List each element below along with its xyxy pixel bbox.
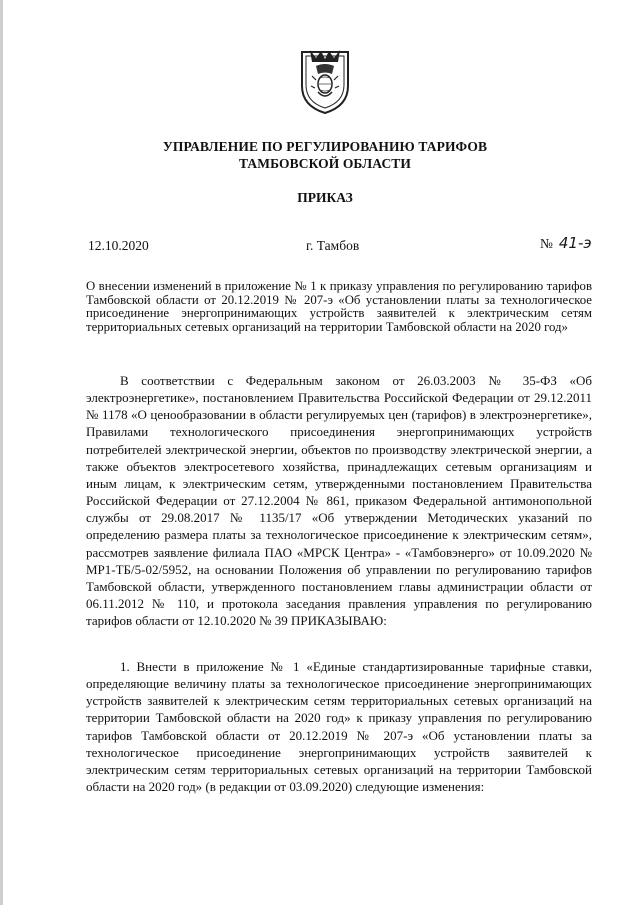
document-type: ПРИКАЗ — [297, 190, 353, 205]
organization-name — [60, 138, 590, 172]
number-sign: № — [540, 236, 553, 251]
paragraph-preamble — [86, 372, 592, 629]
document-number — [540, 234, 592, 252]
scan-edge-left — [0, 0, 3, 905]
paragraph-item-1-text: 1. Внести в приложение № 1 «Единые стандартизированные тарифные ставки, определяющие величину платы за технологическое присоединение энергопринимающих устройств заявителей к электрическим сетям территориальных сетевых организаций на территории Тамбовской области на 2020 год» к приказу управления по регулированию тарифов Тамбовской области от 20.12.2019 № 207-э «Об установлении платы за технологическое присоединение энергопринимающих устройств заявителей к электрическим сетям территориальных сетевых организаций на территории Тамбовской области на 2020 год» (в редакции от 03.09.2020) следующие изменения: — [86, 659, 592, 795]
paragraph-item-1 — [86, 658, 592, 795]
document-subject: О внесении изменений в приложение № 1 к приказу управления по регулированию тарифов Тамбовской области от 20.12.2019 № 207-э «Об установлении платы за технологическое присоединение энергопринимающих устройств заявителей к электрическим сетям территориальных сетевых организаций на территории Тамбовской области на 2020 год» — [86, 279, 592, 334]
document-date: 12.10.2020 — [88, 238, 149, 253]
organization-name-line2: ТАМБОВСКОЙ ОБЛАСТИ — [238, 156, 412, 171]
organization-name-line1: УПРАВЛЕНИЕ ПО РЕГУЛИРОВАНИЮ ТАРИФОВ — [162, 139, 488, 154]
coat-of-arms-icon — [296, 46, 354, 116]
document-city: г. Тамбов — [306, 238, 360, 253]
handwritten-number: 41-э — [558, 234, 592, 252]
paragraph-preamble-text: В соответствии с Федеральным законом от 26.03.2003 № 35-ФЗ «Об электроэнергетике», постановлением Правительства Российской Федерации от 29.12.2011 № 1178 «О ценообразовании в области регулируемых цен (тарифов) в электроэнергетике», Правилами технологического присоединения энергопринимающих устройств потребителей электрической энергии, объектов по производству электрической энергии, а также объектов электросетевого хозяйства, принадлежащих сетевым организациям и иным лицам, к электрическим сетям, утвержденными постановлением Правительства Российской Федерации от 27.12.2004 № 861, приказом Федеральной антимонопольной службы от 29.08.2017 № 1135/17 «Об утверждении Методических указаний по определению размера платы за технологическое присоединение к электрическим сетям», рассмотрев заявление филиала ПАО «МРСК Центра» - «Тамбовэнерго» от 10.09.2020 № МР1-ТБ/5-02/5952, на основании Положения об управлении по регулированию тарифов Тамбовской области, утвержденного постановлением главы администрации области от 06.11.2012 № 110, и протокола заседания правления управления по регулированию тарифов области от 12.10.2020 № 39 ПРИКАЗЫВАЮ: — [86, 373, 592, 629]
